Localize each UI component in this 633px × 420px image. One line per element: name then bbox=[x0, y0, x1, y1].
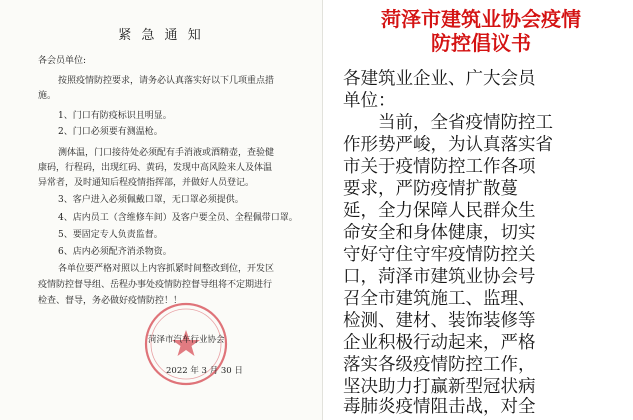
notice-item: 4、店内员工（含维修车间）及客户要全员、全程佩带口罩。 bbox=[58, 213, 298, 223]
proposal-body-line: 延，全力保障人民群众生 bbox=[343, 201, 536, 221]
proposal-body-line: 市关于疫情防控工作各项 bbox=[343, 157, 536, 177]
issue-date: 2022 年 3 月 30 日 bbox=[166, 366, 243, 376]
proposal-body-line: 守好守住守牢疫情防控关 bbox=[343, 245, 536, 265]
proposal-body-line: 作形势严峻，为认真落实省 bbox=[343, 135, 553, 155]
proposal-body-line: 毒肺炎疫情阻击战，对全 bbox=[343, 397, 536, 417]
proposal-body-line: 落实各级疫情防控工作， bbox=[343, 355, 536, 375]
notice-salutation: 各会员单位: bbox=[38, 56, 87, 66]
proposal-body-line: 坚决助力打赢新型冠状病 bbox=[343, 377, 536, 397]
proposal-body-line: 命安全和身体健康，切实 bbox=[343, 223, 536, 243]
notice-item: 2、门口必须要有测温枪。 bbox=[58, 127, 163, 137]
proposal-body-line: 口，菏泽市建筑业协会号 bbox=[343, 267, 536, 287]
notice-item: 1、门口有防疫标识且明显。 bbox=[58, 111, 172, 121]
proposal-body-line: 要求，严防疫情扩散蔓 bbox=[343, 179, 518, 199]
notice-line: 疫情防控督导组、岳程办事处疫情防控督导组将不定期进行 bbox=[38, 280, 273, 290]
notice-line: 异常者，及时通知后程疫情指挥部，并做好人员登记。 bbox=[38, 178, 255, 188]
proposal-document bbox=[329, 0, 633, 420]
proposal-title-line: 防控倡议书 bbox=[431, 31, 531, 55]
notice-line: 测体温，门口接待处必须配有手消液或酒精壶，查验健 bbox=[58, 148, 275, 158]
proposal-body-line: 检测、建材、装饰装修等 bbox=[343, 311, 536, 331]
notice-line: 施。 bbox=[38, 91, 57, 101]
proposal-body-line: 当前，全省疫情防控工 bbox=[343, 113, 553, 133]
proposal-salutation: 各建筑业企业、广大会员 bbox=[343, 69, 536, 89]
proposal-title-line: 菏泽市建筑业协会疫情 bbox=[381, 7, 581, 31]
proposal-body-line: 企业积极行动起来，严格 bbox=[343, 333, 536, 353]
proposal-salutation: 单位： bbox=[343, 91, 396, 111]
notice-line: 康码，行程码，出现红码、黄码，发现中高风险来人及体温 bbox=[38, 163, 273, 173]
notice-item: 6、店内必须配齐消杀物资。 bbox=[58, 247, 172, 257]
notice-title: 紧 急 通 知 bbox=[118, 28, 204, 43]
issuing-organization: 菏泽市汽车行业协会 bbox=[148, 335, 225, 345]
proposal-body-line: 召全市建筑施工、监理、 bbox=[343, 289, 536, 309]
notice-line: 按照疫情防控要求，请务必认真落实好以下几项重点措 bbox=[58, 76, 275, 86]
notice-item: 3、客户进入必须佩戴口罩，无口罩必须提供。 bbox=[58, 195, 244, 205]
notice-line: 检查、督导，务必做好疫情防控！！ bbox=[38, 296, 183, 306]
notice-line: 各单位要严格对照以上内容抓紧时间整改到位，开发区 bbox=[58, 264, 275, 274]
notice-item: 5、要固定专人负责监督。 bbox=[58, 230, 163, 240]
